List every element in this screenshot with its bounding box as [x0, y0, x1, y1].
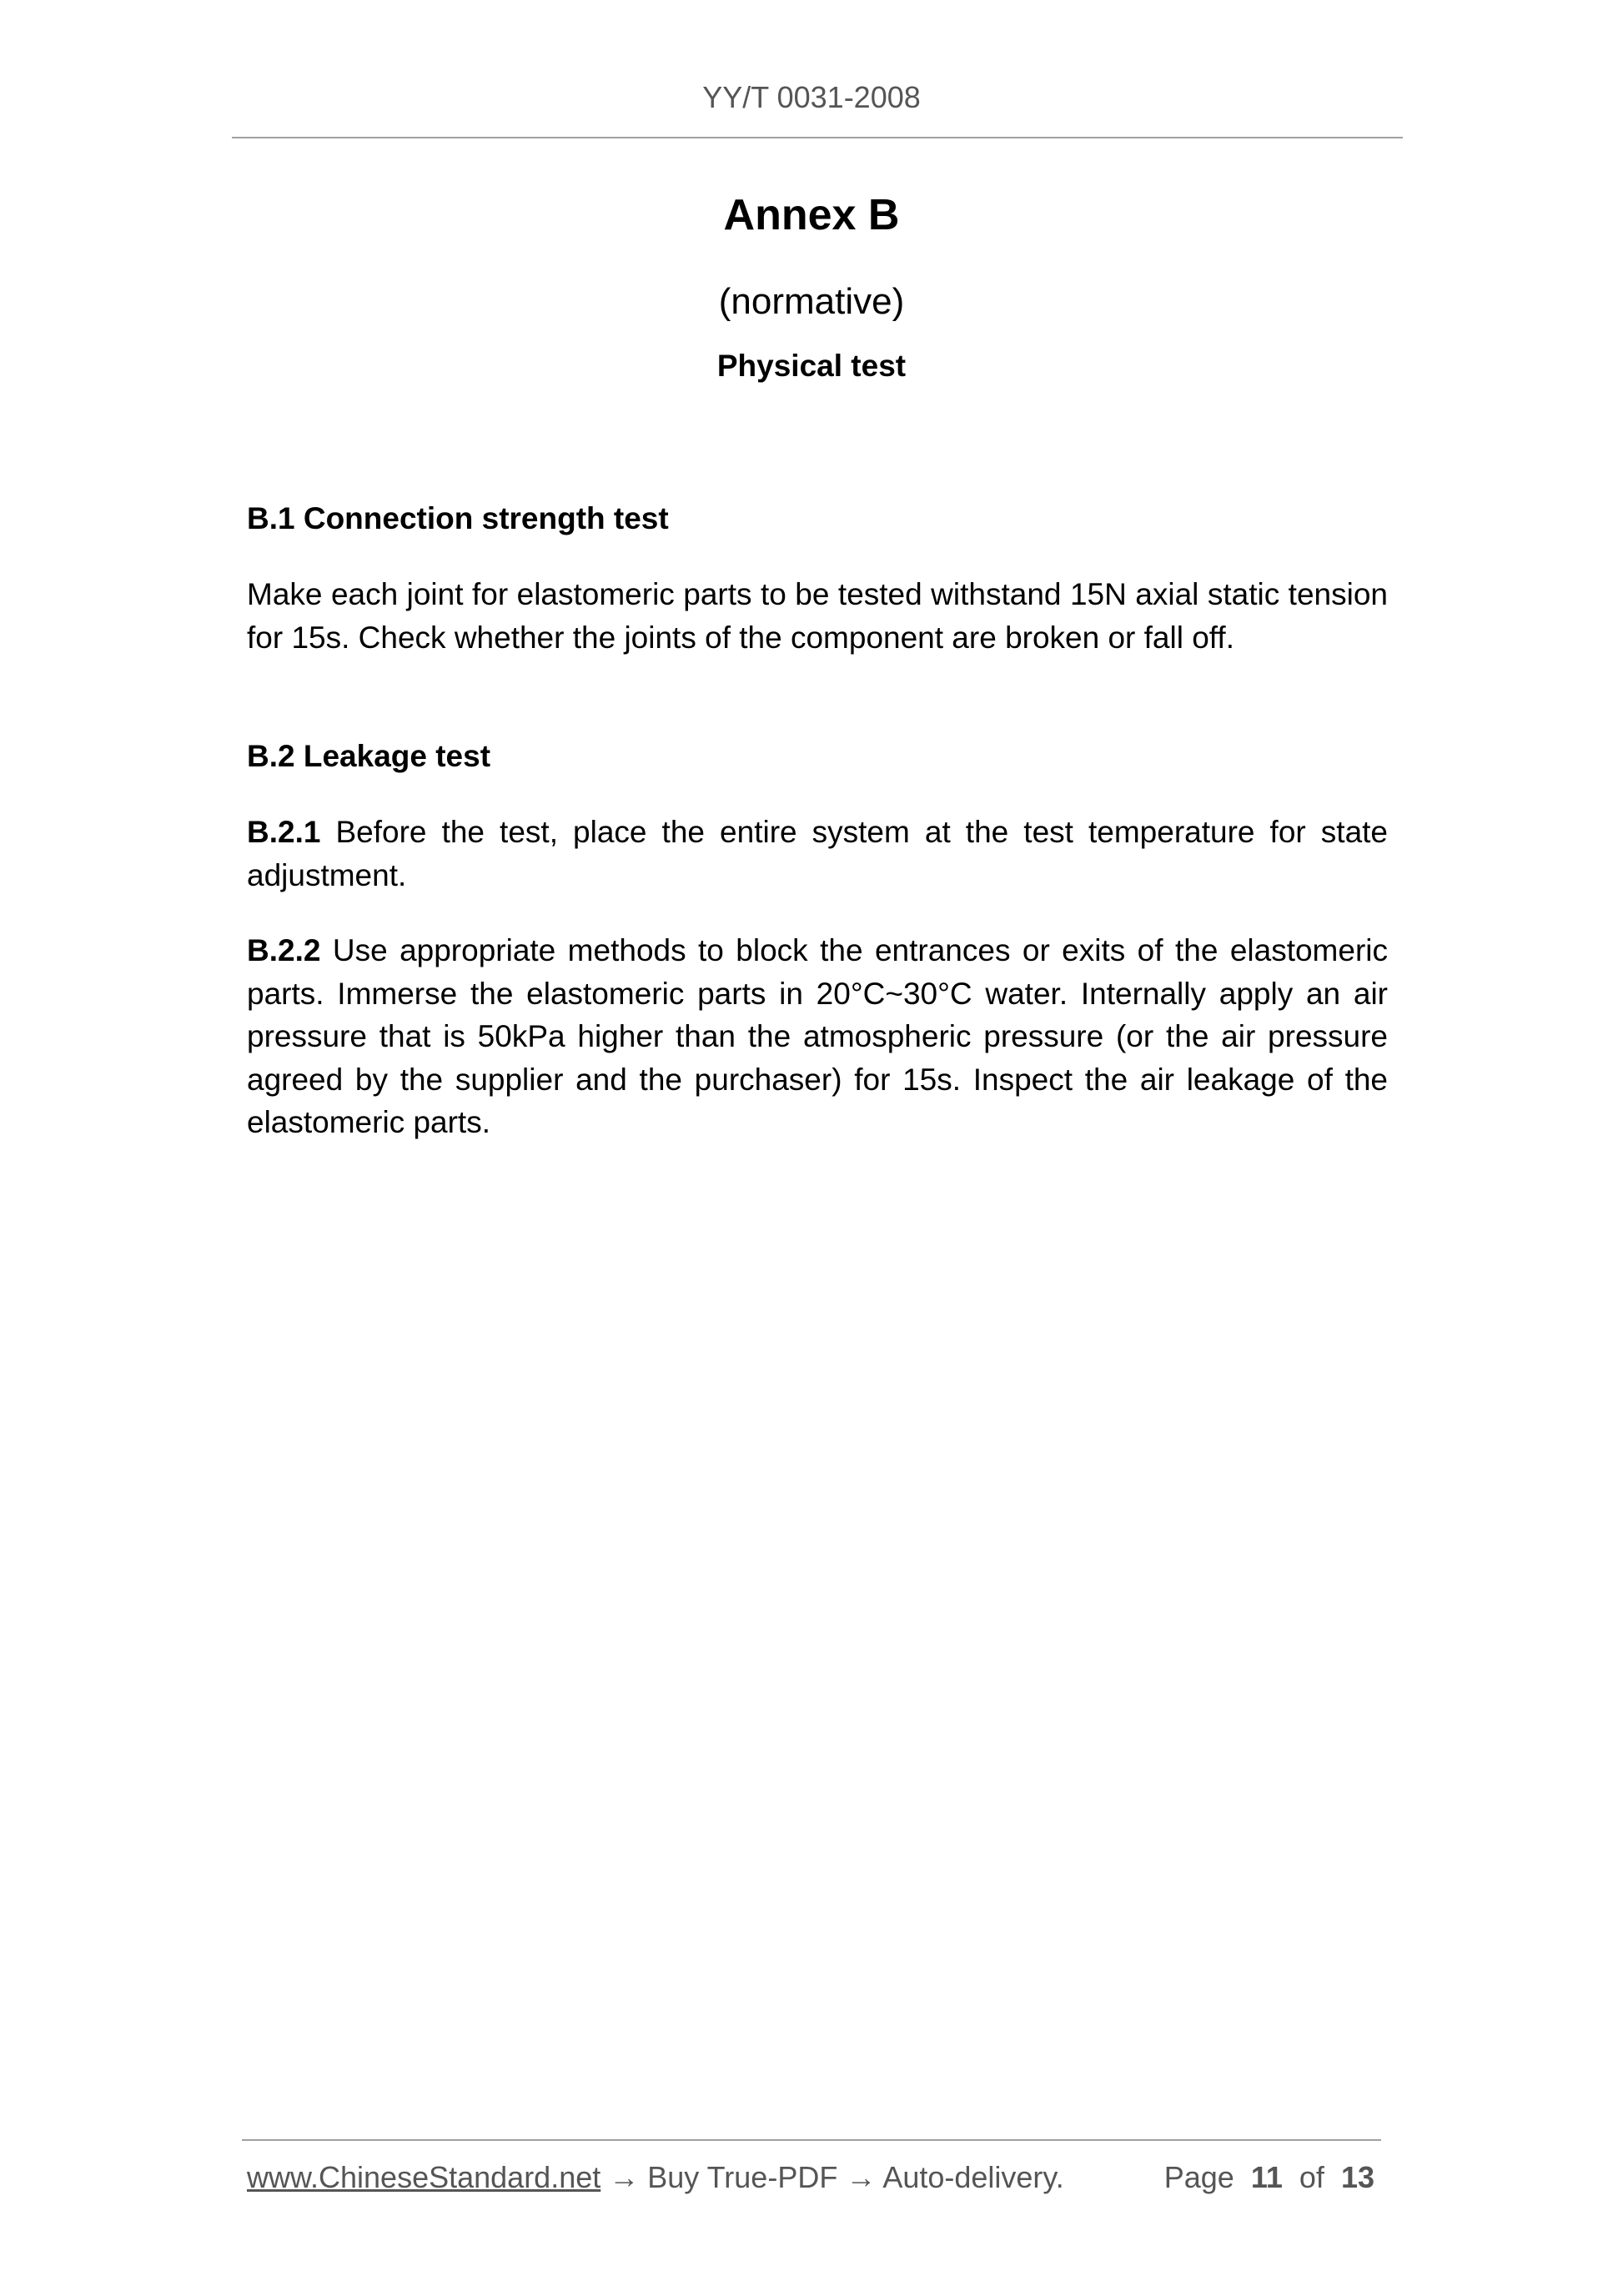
footer — [247, 2160, 1374, 2195]
clause-number: B.2.1 — [247, 815, 321, 849]
header-divider — [232, 137, 1403, 138]
document-number-header: YY/T 0031-2008 — [702, 80, 921, 114]
clause-text: Before the test, place the entire system at the test temperature for state adjustment. — [247, 815, 1388, 892]
section-b21-paragraph — [247, 811, 1388, 897]
annex-type: (normative) — [718, 281, 905, 322]
page-current: 11 — [1250, 2160, 1283, 2194]
section-b1-text: Make each joint for elastomeric parts to be tested withstand 15N axial static tension for 15s. Check whether the joints of the component are broken or fall off. — [247, 577, 1388, 655]
section-b1-heading: B.1 Connection strength test — [247, 501, 669, 535]
section-b22-paragraph — [247, 929, 1388, 1144]
of-label: of — [1299, 2160, 1324, 2194]
clause-text: Use appropriate methods to block the entrances or exits of the elastomeric parts. Immerse the elastomeric parts in 20°C~30°C water. Internally apply an air pressure that is 50kPa higher than the atmospheric pressure (or the air pressure agreed by the supplier and the purchaser) for 15s. Inspect the air leakage of the elastomeric parts. — [247, 933, 1388, 1139]
section-b2-heading: B.2 Leakage test — [247, 739, 491, 773]
website-link[interactable]: www.ChineseStandard.net — [247, 2160, 601, 2194]
annex-title: Annex B — [723, 191, 900, 239]
annex-subtitle: Physical test — [716, 349, 907, 383]
page-label: Page — [1163, 2160, 1234, 2194]
clause-number: B.2.2 — [247, 933, 321, 967]
page-total: 13 — [1340, 2160, 1374, 2194]
footer-tagline: → Buy True-PDF → Auto-delivery. — [600, 2160, 1064, 2194]
footer-divider — [242, 2139, 1381, 2141]
page-indicator — [1164, 2160, 1374, 2195]
